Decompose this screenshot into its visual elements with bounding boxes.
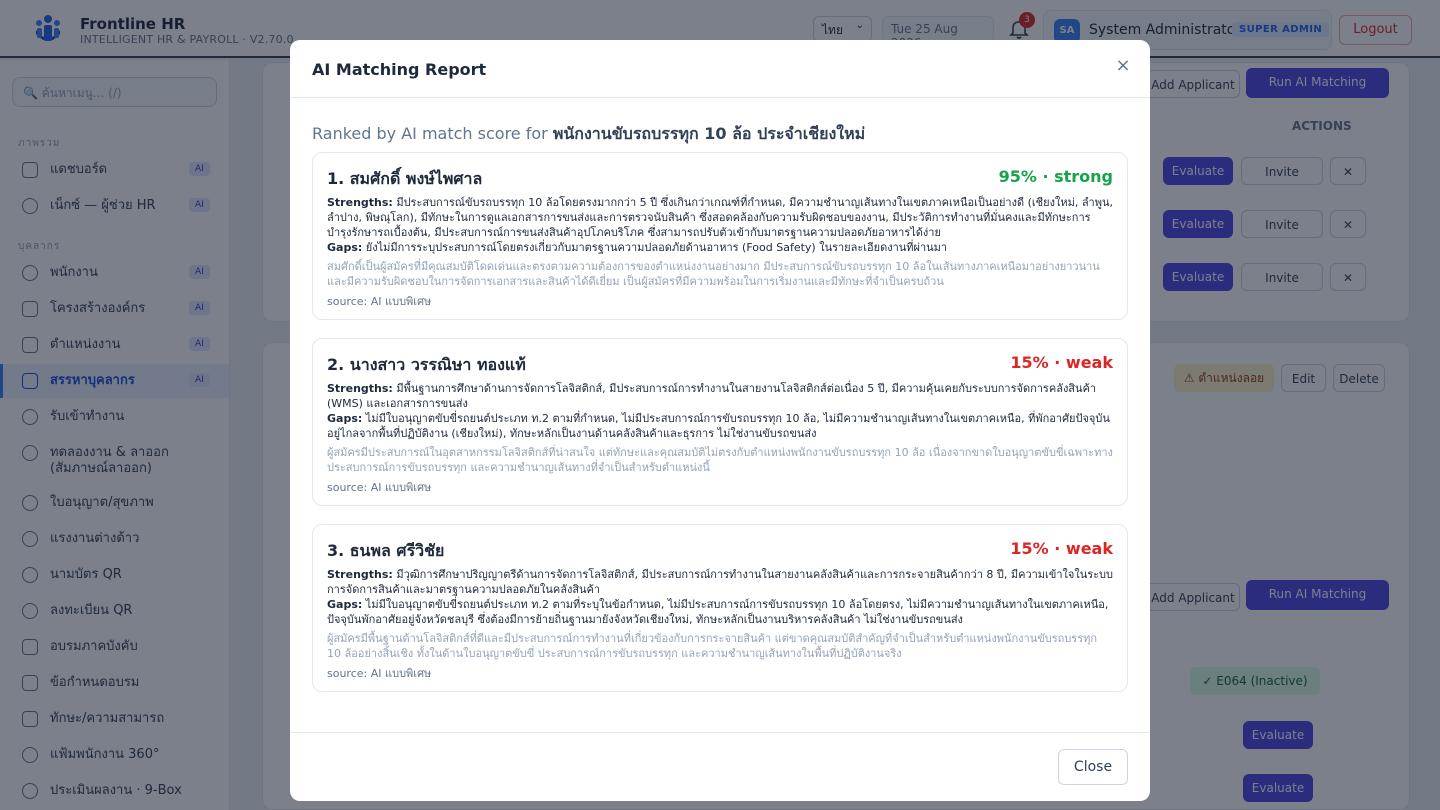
strengths xyxy=(327,381,1113,411)
candidate-name: 2. นางสาว วรรณิษา ทองแท้ xyxy=(327,355,526,374)
candidate-card xyxy=(312,152,1128,320)
strengths-label: Strengths: xyxy=(327,382,393,395)
candidate-card xyxy=(312,524,1128,692)
job-title: พนักงานขับรถบรรทุก 10 ล้อ ประจำเชียงใหม่ xyxy=(552,124,866,143)
close-button[interactable]: Close xyxy=(1058,749,1128,785)
match-score: 15% · weak xyxy=(1010,353,1113,372)
summary: ผู้สมัครมีพื้นฐานด้านโลจิสติกส์ที่ดีและมีประสบการณ์การทำงานที่เกี่ยวข้องกับการกระจายสินค้า แต่ขาดคุณสมบัติสำคัญที่จำเป็นสำหรับตำแหน่งพนักงานขับรถบรรทุก 10 ล้ออย่างสิ้นเชิง ทั้งในด้านใบอนุญาตขับขี่ ประสบการณ์การขับรถบรรทุก และความชำนาญเส้นทางในพื้นที่ปฏิบัติงานจริง xyxy=(327,632,1098,660)
strengths-text: มีวุฒิการศึกษาปริญญาตรีด้านการจัดการโลจิสติกส์, มีประสบการณ์การทำงานในสายงานคลังสินค้าและการกระจายสินค้ากว่า 8 ปี, มีความเข้าใจในระบบการจัดการสินค้าและมาตรฐานความปลอดภัยในคลังสินค้า xyxy=(327,568,1113,596)
gaps-text: ยังไม่มีการระบุประสบการณ์โดยตรงเกี่ยวกับมาตรฐานความปลอดภัยด้านอาหาร (Food Safety) ในรายละเอียดงานที่ผ่านมา xyxy=(365,241,948,254)
summary: ผู้สมัครมีประสบการณ์ในอุตสาหกรรมโลจิสติกส์ที่น่าสนใจ แต่ทักษะและคุณสมบัติไม่ตรงกับตำแหน่งพนักงานขับรถบรรทุก 10 ล้อ เนื่องจากขาดใบอนุญาตขับขี่เฉพาะทาง ประสบการณ์การขับรถบรรทุก และความชำนาญเส้นทางที่จำเป็นสำหรับตำแหน่งนี้ xyxy=(327,446,1113,474)
dialog-title: AI Matching Report xyxy=(312,60,487,79)
dialog-subtitle xyxy=(312,122,865,147)
source: source: AI แบบพิเศษ xyxy=(327,667,432,680)
gaps-label: Gaps: xyxy=(327,241,363,254)
close-icon[interactable]: × xyxy=(1115,55,1131,76)
summary: สมศักดิ์เป็นผู้สมัครที่มีคุณสมบัติโดดเด่นและตรงตามความต้องการของตำแหน่งงานอย่างมาก มีประสบการณ์ขับรถบรรทุก 10 ล้อในเส้นทางภาคเหนือมาอย่างยาวนาน และมีความรับผิดชอบในการจัดการเอกสารและสินค้าได้ดีเยี่ยม เป็นผู้สมัครที่มีความพร้อมในการเริ่มงานและมีทักษะที่จำเป็นครบถ้วน xyxy=(327,260,1100,288)
match-score: 15% · weak xyxy=(1010,539,1113,558)
gaps xyxy=(327,411,1113,441)
match-score: 95% · strong xyxy=(998,167,1113,186)
strengths-label: Strengths: xyxy=(327,568,393,581)
dialog-footer xyxy=(290,732,1150,801)
strengths-label: Strengths: xyxy=(327,196,393,209)
strengths xyxy=(327,195,1113,240)
gaps xyxy=(327,597,1113,627)
candidate-name: 1. สมศักดิ์ พงษ์ไพศาล xyxy=(327,169,483,188)
gaps-text: ไม่มีใบอนุญาตขับขี่รถยนต์ประเภท ท.2 ตามที่กำหนด, ไม่มีประสบการณ์การขับรถบรรทุก 10 ล้อ, ไม่มีความชำนาญเส้นทางในเขตภาคเหนือ, ที่พักอาศัยปัจจุบันอยู่ไกลจากพื้นที่ปฏิบัติงาน (เชียงใหม่), ทักษะหลักเป็นงานด้านคลังสินค้าและธุรการ ไม่ใช่งานขับรถขนส่ง xyxy=(327,412,1110,440)
gaps xyxy=(327,240,1113,255)
gaps-label: Gaps: xyxy=(327,598,363,611)
strengths-text: มีประสบการณ์ขับรถบรรทุก 10 ล้อโดยตรงมากกว่า 5 ปี ซึ่งเกินกว่าเกณฑ์ที่กำหนด, มีความชำนาญเส้นทางในเขตภาคเหนือเป็นอย่างดี (เชียงใหม่, ลำพูน, ลำปาง, พิษณุโลก), มีทักษะในการดูแลเอกสารการขนส่งและการตรวจนับสินค้า ซึ่งสอดคล้องกับความรับผิดชอบของงาน, มีประวัติการทำงานที่มั่นคงและมีทักษะการบำรุงรักษารถเบื้องต้น, มีประสบการณ์การขนส่งสินค้าอุปโภคบริโภค ซึ่งสามารถปรับตัวเข้ากับมาตรฐานความปลอดภัยอาหารได้ง่าย xyxy=(327,196,1113,239)
source: source: AI แบบพิเศษ xyxy=(327,481,432,494)
source: source: AI แบบพิเศษ xyxy=(327,295,432,308)
gaps-text: ไม่มีใบอนุญาตขับขี่รถยนต์ประเภท ท.2 ตามที่ระบุในข้อกำหนด, ไม่มีประสบการณ์การขับรถบรรทุก 10 ล้อโดยตรง, ไม่มีความชำนาญเส้นทางในเขตภาคเหนือ, ปัจจุบันพักอาศัยอยู่จังหวัดชลบุรี ซึ่งต้องมีการย้ายถิ่นฐานมายังจังหวัดเชียงใหม่, ทักษะหลักเป็นงานบริหารคลังสินค้า ไม่ใช่งานขับรถขนส่ง xyxy=(327,598,1109,626)
ai-matching-report-dialog xyxy=(290,40,1150,801)
strengths-text: มีพื้นฐานการศึกษาด้านการจัดการโลจิสติกส์, มีประสบการณ์การทำงานในสายงานโลจิสติกส์ต่อเนื่อง 5 ปี, มีความคุ้นเคยกับระบบการจัดการคลังสินค้า (WMS) และเอกสารการขนส่ง xyxy=(327,382,1097,410)
gaps-label: Gaps: xyxy=(327,412,363,425)
candidate-name: 3. ธนพล ศรีวิชัย xyxy=(327,541,445,560)
candidate-card xyxy=(312,338,1128,506)
dialog-header xyxy=(290,40,1150,98)
strengths xyxy=(327,567,1113,597)
subtitle-prefix: Ranked by AI match score for xyxy=(312,124,553,143)
